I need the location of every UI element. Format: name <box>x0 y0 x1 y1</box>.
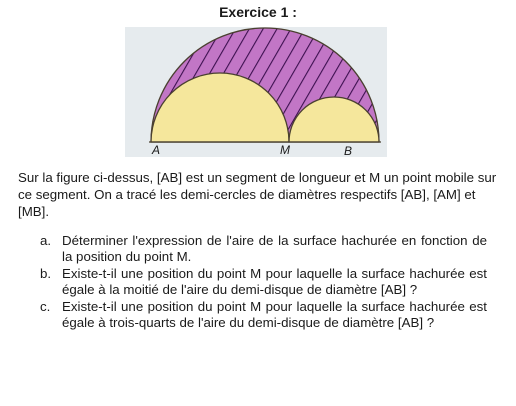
question-list <box>40 233 487 332</box>
question-b <box>40 266 487 298</box>
question-marker: c. <box>40 299 51 314</box>
semicircles-figure <box>125 27 387 157</box>
exercise-title: Exercice 1 : <box>219 4 297 20</box>
label-point-a: A <box>152 143 161 157</box>
figure-drawing <box>125 27 387 157</box>
question-marker: a. <box>40 233 52 248</box>
question-c <box>40 299 487 331</box>
label-point-m: M <box>280 143 290 157</box>
label-point-b: B <box>344 144 353 157</box>
question-a <box>40 233 487 265</box>
intro-paragraph: Sur la figure ci-dessus, [AB] est un segment de longueur et M un point mobile sur ce segment. On a tracé les demi-cercles de diamètres respectifs [AB], [AM] et [MB]. <box>18 170 497 219</box>
question-text: Déterminer l'expression de l'aire de la surface hachurée en fonction de la position du point M. <box>62 233 487 264</box>
question-marker: b. <box>40 266 52 281</box>
question-text: Existe-t-il une position du point M pour laquelle la surface hachurée est égale à la moitié de l'aire du demi-disque de diamètre [AB] ? <box>62 266 487 297</box>
question-text: Existe-t-il une position du point M pour laquelle la surface hachurée est égale à trois-quarts de l'aire du demi-disque de diamètre [AB] ? <box>62 299 487 330</box>
